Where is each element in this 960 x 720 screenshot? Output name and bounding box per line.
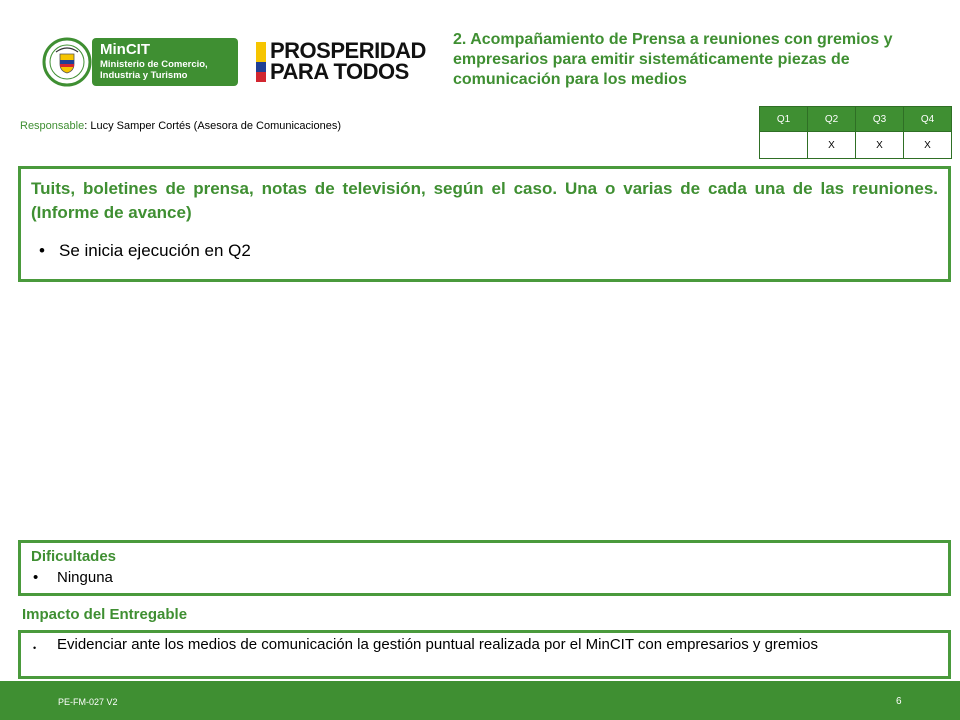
mincit-subtitle-line1: Ministerio de Comercio, xyxy=(100,59,208,70)
responsable-label: Responsable xyxy=(20,120,85,132)
mincit-brand-box xyxy=(92,38,238,86)
responsable-separator: : xyxy=(84,120,88,132)
quarter-header-q4: Q4 xyxy=(904,107,952,132)
page-title: 2. Acompañamiento de Prensa a reuniones con gremios y empresarios para emitir sistemáticamente piezas de comunicación para los medios xyxy=(453,31,893,88)
quarter-value-q4: X xyxy=(904,132,952,159)
deliverable-description-box xyxy=(18,166,951,282)
responsable-line xyxy=(20,120,341,132)
dificultades-box xyxy=(18,540,951,596)
prosperidad-line2: PARA TODOS xyxy=(270,59,409,84)
quarter-header-q1: Q1 xyxy=(760,107,808,132)
footer-bar xyxy=(0,681,960,720)
bullet-icon: • xyxy=(33,569,39,586)
quarter-header-row xyxy=(760,107,952,132)
bullet-icon: • xyxy=(39,241,45,260)
impacto-title: Impacto del Entregable xyxy=(22,606,188,623)
quarter-header-q2: Q2 xyxy=(808,107,856,132)
prosperidad-logo xyxy=(256,40,428,86)
deliverable-status-item xyxy=(31,241,938,261)
page-number: 6 xyxy=(896,696,902,707)
colombia-seal-icon xyxy=(42,36,92,88)
impacto-item xyxy=(31,637,938,656)
dificultades-item xyxy=(31,567,938,589)
quarter-value-row xyxy=(760,132,952,159)
dificultades-item-text: Ninguna xyxy=(57,569,113,586)
impacto-item-text: Evidenciar ante los medios de comunicación la gestión puntual realizada por el MinCIT con empresarios y gremios xyxy=(57,636,818,653)
mincit-logo xyxy=(40,36,240,88)
prosperidad-line1: PROSPERIDAD xyxy=(270,38,426,63)
dificultades-title: Dificultades xyxy=(31,548,117,565)
quarter-header-q3: Q3 xyxy=(856,107,904,132)
deliverable-status-text: Se inicia ejecución en Q2 xyxy=(59,241,251,260)
responsable-value: Lucy Samper Cortés (Asesora de Comunicaciones) xyxy=(90,120,342,132)
quarter-value-q1 xyxy=(760,132,808,159)
impacto-box xyxy=(18,630,951,679)
mincit-subtitle xyxy=(100,59,208,81)
deliverable-description: Tuits, boletines de prensa, notas de televisión, según el caso. Una o varias de cada una de las reuniones. (Informe de avance) xyxy=(31,179,938,222)
bullet-icon: • xyxy=(33,643,37,653)
mincit-name: MinCIT xyxy=(100,41,150,58)
prosperidad-wordmark xyxy=(270,40,426,82)
colombia-flag-icon xyxy=(256,42,266,82)
footer-document-code: PE-FM-027 V2 xyxy=(58,697,118,707)
mincit-subtitle-line2: Industria y Turismo xyxy=(100,70,188,81)
quarter-table xyxy=(759,106,952,159)
quarter-value-q3: X xyxy=(856,132,904,159)
quarter-value-q2: X xyxy=(808,132,856,159)
